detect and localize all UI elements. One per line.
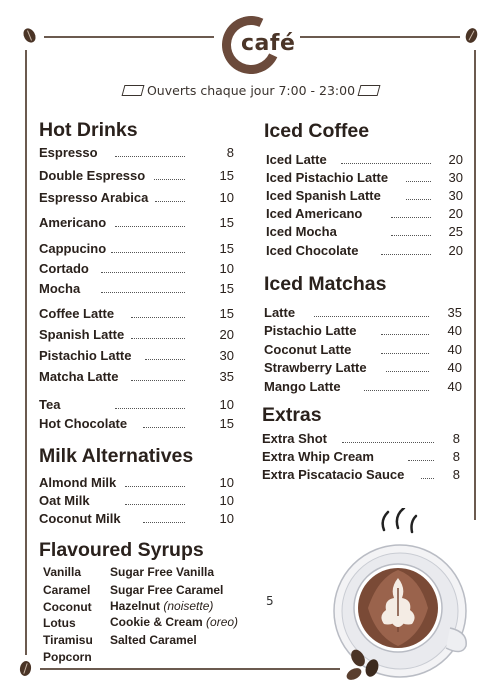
menu-item — [39, 261, 239, 279]
menu-item — [264, 360, 464, 378]
ticket-icon — [358, 85, 381, 96]
menu-item — [266, 152, 466, 170]
section-title-hot-drinks: Hot Drinks — [39, 119, 138, 141]
opening-hours — [0, 83, 502, 98]
item-name: Coconut Milk — [39, 511, 121, 526]
item-price: 20 — [219, 327, 234, 342]
syrup-item — [110, 599, 213, 613]
leader-dots — [131, 380, 185, 381]
syrup-note: (noisette) — [163, 599, 214, 613]
menu-item — [266, 243, 466, 261]
item-price: 35 — [447, 305, 462, 320]
item-price: 35 — [219, 369, 234, 384]
item-name: Pistachio Latte — [39, 348, 132, 363]
item-name: Hot Chocolate — [39, 416, 128, 431]
menu-item — [264, 305, 464, 323]
item-price: 20 — [448, 243, 463, 258]
frame-bottom — [40, 668, 340, 670]
item-name: Cappucino — [39, 241, 107, 256]
syrup-item — [110, 583, 223, 597]
item-price: 8 — [452, 449, 460, 464]
item-name: Coconut Latte — [264, 342, 352, 357]
menu-item — [262, 431, 462, 449]
opening-hours-text: Ouverts chaque jour 7:00 - 23:00 — [146, 83, 356, 98]
leader-dots — [364, 390, 429, 391]
leader-dots — [145, 359, 185, 360]
item-name: Extra Piscatacio Sauce — [262, 467, 405, 482]
menu-item — [262, 449, 462, 467]
item-name: Mango Latte — [264, 379, 341, 394]
coffee-bean-icon — [19, 660, 32, 677]
item-name: Pistachio Latte — [264, 323, 357, 338]
menu-item — [266, 224, 466, 242]
syrup-item: Vanilla — [43, 565, 82, 579]
item-name: Strawberry Latte — [264, 360, 367, 375]
leader-dots — [155, 201, 185, 202]
leader-dots — [131, 338, 185, 339]
item-price: 15 — [219, 241, 234, 256]
menu-item — [39, 145, 239, 163]
item-price: 30 — [219, 348, 234, 363]
item-price: 40 — [447, 323, 462, 338]
syrup-item — [110, 615, 238, 629]
leader-dots — [131, 317, 185, 318]
item-price: 10 — [219, 261, 234, 276]
coffee-bean-icon — [464, 27, 479, 45]
leader-dots — [143, 427, 185, 428]
frame-right — [474, 50, 476, 520]
page-number: 5 — [266, 594, 274, 608]
leader-dots — [143, 522, 185, 523]
leader-dots — [381, 353, 429, 354]
item-price: 15 — [219, 281, 234, 296]
leader-dots — [342, 442, 434, 443]
menu-item — [264, 323, 464, 341]
leader-dots — [391, 235, 431, 236]
syrup-name: Salted Caramel — [110, 633, 197, 647]
item-name: Tea — [39, 397, 61, 412]
item-price: 8 — [226, 145, 234, 160]
item-price: 25 — [448, 224, 463, 239]
leader-dots — [314, 316, 429, 317]
item-name: Iced Chocolate — [266, 243, 359, 258]
item-name: Coffee Latte — [39, 306, 115, 321]
item-price: 40 — [447, 360, 462, 375]
menu-item — [264, 379, 464, 397]
menu-item — [39, 475, 239, 493]
item-name: Iced Mocha — [266, 224, 337, 239]
logo-text: café — [241, 31, 296, 56]
syrup-name: Cookie & Cream — [110, 615, 203, 629]
leader-dots — [386, 371, 429, 372]
leader-dots — [101, 272, 185, 273]
leader-dots — [115, 226, 185, 227]
menu-item — [39, 397, 239, 415]
section-title-milk-alternatives: Milk Alternatives — [39, 445, 194, 467]
leader-dots — [101, 292, 185, 293]
syrup-name: Sugar Free Caramel — [110, 583, 224, 597]
item-name: Iced Pistachio Latte — [266, 170, 389, 185]
menu-item — [39, 327, 239, 345]
leader-dots — [154, 179, 185, 180]
menu-item — [39, 348, 239, 366]
menu-item — [39, 369, 239, 387]
frame-top-right — [300, 36, 460, 38]
item-price: 15 — [219, 215, 234, 230]
item-name: Espresso Arabica — [39, 190, 149, 205]
item-price: 30 — [448, 188, 463, 203]
syrup-name: Hazelnut — [110, 599, 161, 613]
syrup-item — [110, 565, 214, 579]
leader-dots — [406, 199, 431, 200]
menu-item — [266, 206, 466, 224]
section-title-iced-coffee: Iced Coffee — [264, 120, 370, 142]
item-name: Extra Whip Cream — [262, 449, 374, 464]
item-price: 15 — [219, 306, 234, 321]
frame-left — [25, 50, 27, 655]
cafe-logo — [222, 16, 302, 78]
menu-item — [264, 342, 464, 360]
item-price: 15 — [219, 168, 234, 183]
item-name: Cortado — [39, 261, 89, 276]
leader-dots — [381, 334, 429, 335]
menu-item — [39, 281, 239, 299]
item-price: 30 — [448, 170, 463, 185]
section-title-flavoured-syrups: Flavoured Syrups — [39, 539, 204, 561]
item-price: 8 — [452, 467, 460, 482]
syrup-note: (oreo) — [206, 615, 239, 629]
item-name: Latte — [264, 305, 296, 320]
menu-item — [266, 170, 466, 188]
section-title-iced-matchas: Iced Matchas — [264, 273, 387, 295]
syrup-item: Caramel — [43, 583, 91, 597]
menu-item — [262, 467, 462, 485]
item-price: 10 — [219, 493, 234, 508]
section-title-extras: Extras — [262, 404, 322, 426]
menu-item — [39, 168, 239, 186]
item-name: Americano — [39, 215, 107, 230]
item-name: Espresso — [39, 145, 98, 160]
menu-item — [39, 416, 239, 434]
menu-item — [266, 188, 466, 206]
leader-dots — [125, 504, 185, 505]
item-price: 10 — [219, 511, 234, 526]
item-name: Iced Latte — [266, 152, 327, 167]
ticket-icon — [121, 85, 144, 96]
syrup-item: Coconut — [43, 600, 92, 614]
menu-item — [39, 493, 239, 511]
item-price: 8 — [452, 431, 460, 446]
item-name: Extra Shot — [262, 431, 328, 446]
item-name: Iced Spanish Latte — [266, 188, 381, 203]
item-name: Mocha — [39, 281, 81, 296]
item-price: 15 — [219, 416, 234, 431]
leader-dots — [111, 252, 185, 253]
leader-dots — [406, 181, 431, 182]
syrup-item — [110, 633, 197, 647]
item-name: Oat Milk — [39, 493, 90, 508]
leader-dots — [381, 254, 431, 255]
latte-art-cup-icon — [328, 508, 474, 688]
item-name: Spanish Latte — [39, 327, 125, 342]
menu-item — [39, 241, 239, 259]
menu-item — [39, 190, 239, 208]
item-price: 40 — [447, 379, 462, 394]
item-price: 10 — [219, 397, 234, 412]
menu-item — [39, 511, 239, 529]
leader-dots — [391, 217, 431, 218]
menu-item — [39, 306, 239, 324]
leader-dots — [115, 156, 185, 157]
syrup-item: Tiramisu — [43, 633, 93, 647]
coffee-bean-icon — [21, 26, 38, 44]
item-price: 40 — [447, 342, 462, 357]
leader-dots — [125, 486, 185, 487]
item-price: 10 — [219, 190, 234, 205]
item-name: Double Espresso — [39, 168, 146, 183]
item-price: 20 — [448, 152, 463, 167]
frame-top-left — [44, 36, 214, 38]
syrup-item: Popcorn — [43, 650, 92, 664]
syrup-name: Sugar Free Vanilla — [110, 565, 215, 579]
item-name: Almond Milk — [39, 475, 117, 490]
leader-dots — [341, 163, 431, 164]
menu-item — [39, 215, 239, 233]
item-price: 10 — [219, 475, 234, 490]
item-name: Matcha Latte — [39, 369, 119, 384]
leader-dots — [115, 408, 185, 409]
item-name: Iced Americano — [266, 206, 363, 221]
syrup-item: Lotus — [43, 616, 76, 630]
item-price: 20 — [448, 206, 463, 221]
